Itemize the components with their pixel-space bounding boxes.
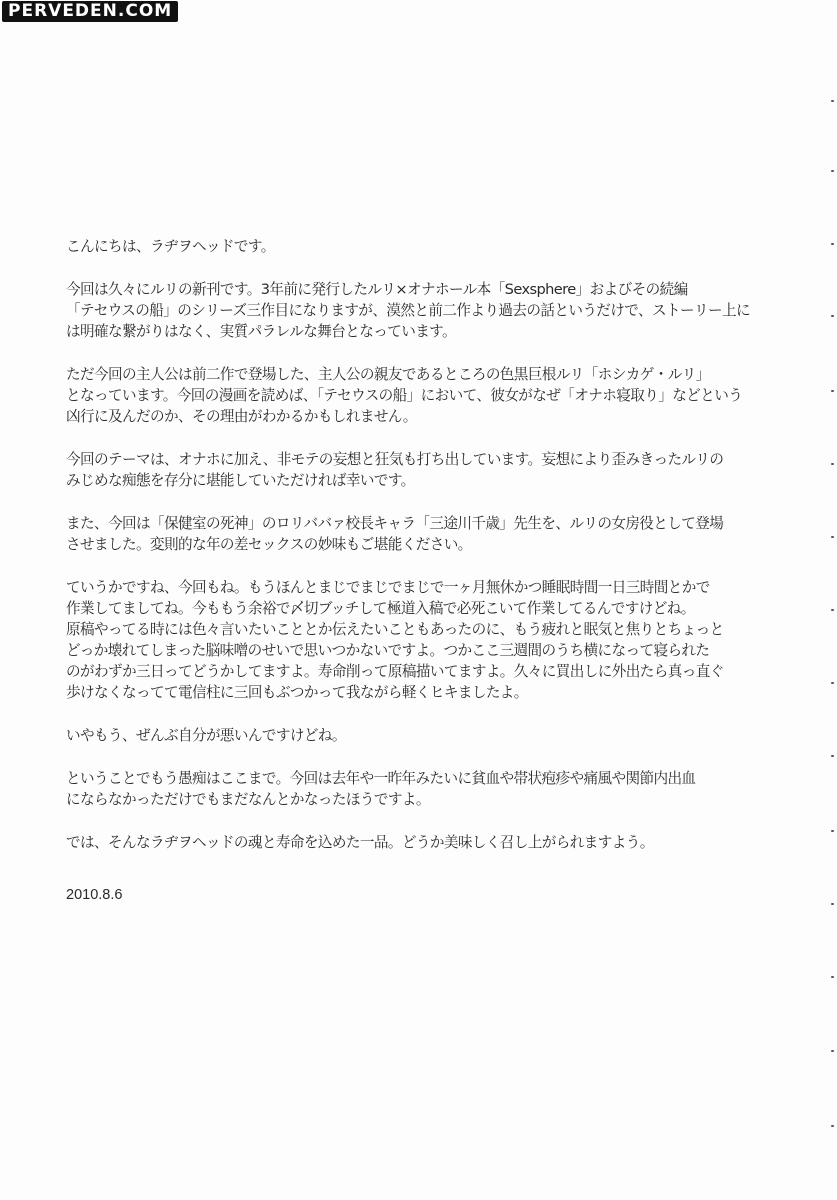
edge-mark — [831, 390, 834, 392]
series-paragraph: 今回は久々にルリの新刊です。3年前に発行したルリ×オナホール本「Sexsphere」およびその続編 「テセウスの船」のシリーズ三作目になりますが、漠然と前二作より過去の話というだけで、ストーリー上に は明確な繋がりはなく、実質パラレルな舞台となっています。 — [66, 281, 750, 340]
edge-mark — [831, 682, 834, 684]
edge-mark — [831, 903, 834, 905]
scan-edge-marks — [825, 0, 837, 1200]
edge-mark — [831, 1050, 834, 1052]
afterword-text — [66, 236, 806, 906]
health-paragraph: ということでもう愚痴はここまで。今回は去年や一昨年みたいに貧血や帯状疱疹や痛風や関節内出血 にならなかっただけでもまだなんとかなったほうですよ。 — [66, 770, 696, 808]
signature-date: 2010.8.6 — [66, 887, 123, 903]
edge-mark — [831, 830, 834, 832]
theme-paragraph: 今回のテーマは、オナホに加え、非モテの妄想と狂気も打ち出しています。妄想により歪みきったルリの みじめな痴態を存分に堪能していただければ幸いです。 — [66, 451, 724, 489]
edge-mark — [831, 100, 834, 102]
edge-mark — [831, 609, 834, 611]
edge-mark — [831, 976, 834, 978]
workload-paragraph: ていうかですね、今回もね。もうほんとまじでまじでまじで一ヶ月無休かつ睡眠時間一日三時間とかで 作業してましてね。今ももう余裕で〆切ブッチして極道入稿で必死こいて作業してるんですけどね。 原稿やってる時には色々言いたいこととか伝えたいこともあったのに、もう疲れと眠気と焦りとちょっと どっか壊れてしまった脳味噌のせいで思いつかないですよ。つかここ三週間のうち横になって寝られた のがわずか三日ってどうかしてますよ。寿命削って原稿描いてますよ。久々に買出しに外出たら真っ直ぐ 歩けなくなってて電信柱に三回もぶつかって我ながら軽くヒキましたよ。 — [66, 579, 724, 701]
edge-mark — [831, 243, 834, 245]
edge-mark — [831, 315, 834, 317]
guest-character-paragraph: また、今回は「保健室の死神」のロリババァ校長キャラ「三途川千歳」先生を、ルリの女房役として登場 させました。変則的な年の差セックスの妙味もご堪能ください。 — [66, 515, 724, 553]
edge-mark — [831, 463, 834, 465]
edge-mark — [831, 1125, 834, 1127]
site-watermark: PERVEDEN.COM — [2, 1, 178, 22]
protagonist-paragraph: ただ今回の主人公は前二作で登場した、主人公の親友であるところの色黒巨根ルリ「ホシカゲ・ルリ」 となっています。今回の漫画を読めば、「テセウスの船」において、彼女がなぜ「オナホ寝取り」などという 凶行に及んだのか、その理由がわかるかもしれません。 — [66, 366, 743, 425]
edge-mark — [831, 755, 834, 757]
greeting-paragraph: こんにちは、ラヂヲヘッドです。 — [66, 238, 275, 255]
self-blame-paragraph: いやもう、ぜんぶ自分が悪いんですけどね。 — [66, 727, 346, 744]
edge-mark — [831, 536, 834, 538]
closing-paragraph: では、そんなラヂヲヘッドの魂と寿命を込めた一品。どうか美味しく召し上がられますよう。 — [66, 834, 654, 851]
edge-mark — [831, 170, 834, 172]
